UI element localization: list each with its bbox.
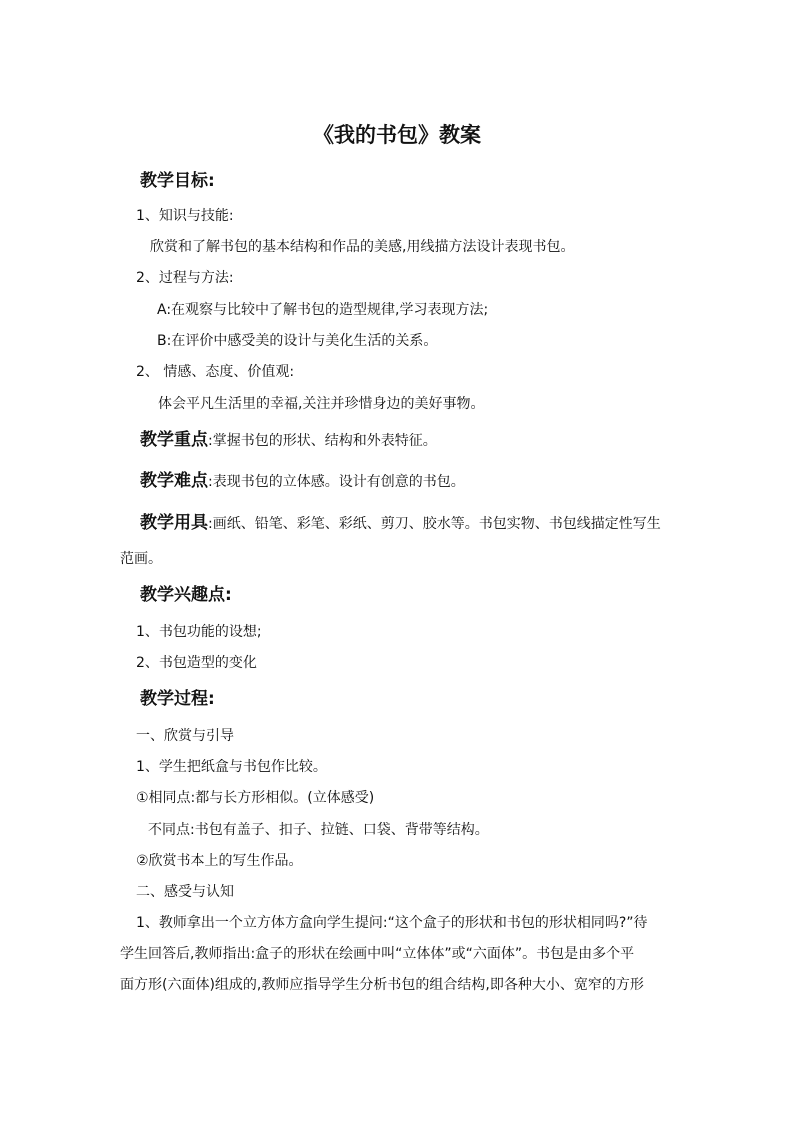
interest-heading: 教学兴趣点:: [140, 585, 232, 605]
document-title: 《我的书包》教案: [313, 123, 481, 147]
goal-1-text: 欣赏和了解书包的基本结构和作品的美感,用线描方法设计表现书包。: [150, 239, 575, 255]
key-point-line: [140, 429, 437, 452]
process-s1-same: ①相同点:都与长方形相似。(立体感受): [136, 790, 375, 806]
difficulty-heading: 教学难点: [140, 471, 208, 491]
tools-heading: 教学用具: [140, 513, 208, 533]
goal-2-a: A:在观察与比较中了解书包的造型规律,学习表现方法;: [157, 302, 489, 318]
goal-2-b: B:在评价中感受美的设计与美化生活的关系。: [157, 333, 438, 349]
process-s2-line-3: 面方形(六面体)组成的,教师应指导学生分析书包的组合结构,即各种大小、宽窄的方形: [120, 977, 644, 993]
interest-item-1: 1、书包功能的设想;: [136, 624, 262, 640]
tools-text: :画纸、铅笔、彩笔、彩纸、剪刀、胶水等。书包实物、书包线描定性写生: [208, 516, 661, 532]
process-section-1: 一、欣赏与引导: [136, 728, 234, 744]
interest-item-2: 2、书包造型的变化: [136, 655, 257, 671]
process-heading: 教学过程:: [140, 689, 215, 709]
goals-heading: 教学目标:: [140, 171, 215, 191]
goal-1-label: 1、知识与技能:: [136, 208, 234, 224]
tools-text-continued: 范画。: [120, 551, 162, 567]
goal-2-label: 2、过程与方法:: [136, 270, 234, 286]
process-s1-item-1: 1、学生把纸盒与书包作比较。: [136, 759, 327, 775]
key-point-heading: 教学重点: [140, 430, 208, 450]
process-s2-line-2: 学生回答后,教师指出:盒子的形状在绘画中叫“立体体”或“六面体”。书包是由多个平: [120, 946, 635, 962]
tools-line: [140, 512, 661, 535]
process-section-2: 二、感受与认知: [136, 884, 234, 900]
difficulty-text: :表现书包的立体感。设计有创意的书包。: [208, 474, 465, 490]
goal-3-label: 2、 情感、态度、价值观:: [136, 364, 295, 380]
goal-3-text: 体会平凡生活里的幸福,关注并珍惜身边的美好事物。: [158, 396, 485, 412]
process-s2-line-1: 1、教师拿出一个立方体方盒向学生提问:“这个盒子的形状和书包的形状相同吗?”待: [136, 915, 648, 931]
difficulty-line: [140, 470, 465, 493]
key-point-text: :掌握书包的形状、结构和外表特征。: [208, 433, 437, 449]
process-s1-diff: 不同点:书包有盖子、扣子、拉链、口袋、背带等结构。: [148, 822, 489, 838]
process-s1-appreciate: ②欣赏书本上的写生作品。: [136, 853, 303, 869]
